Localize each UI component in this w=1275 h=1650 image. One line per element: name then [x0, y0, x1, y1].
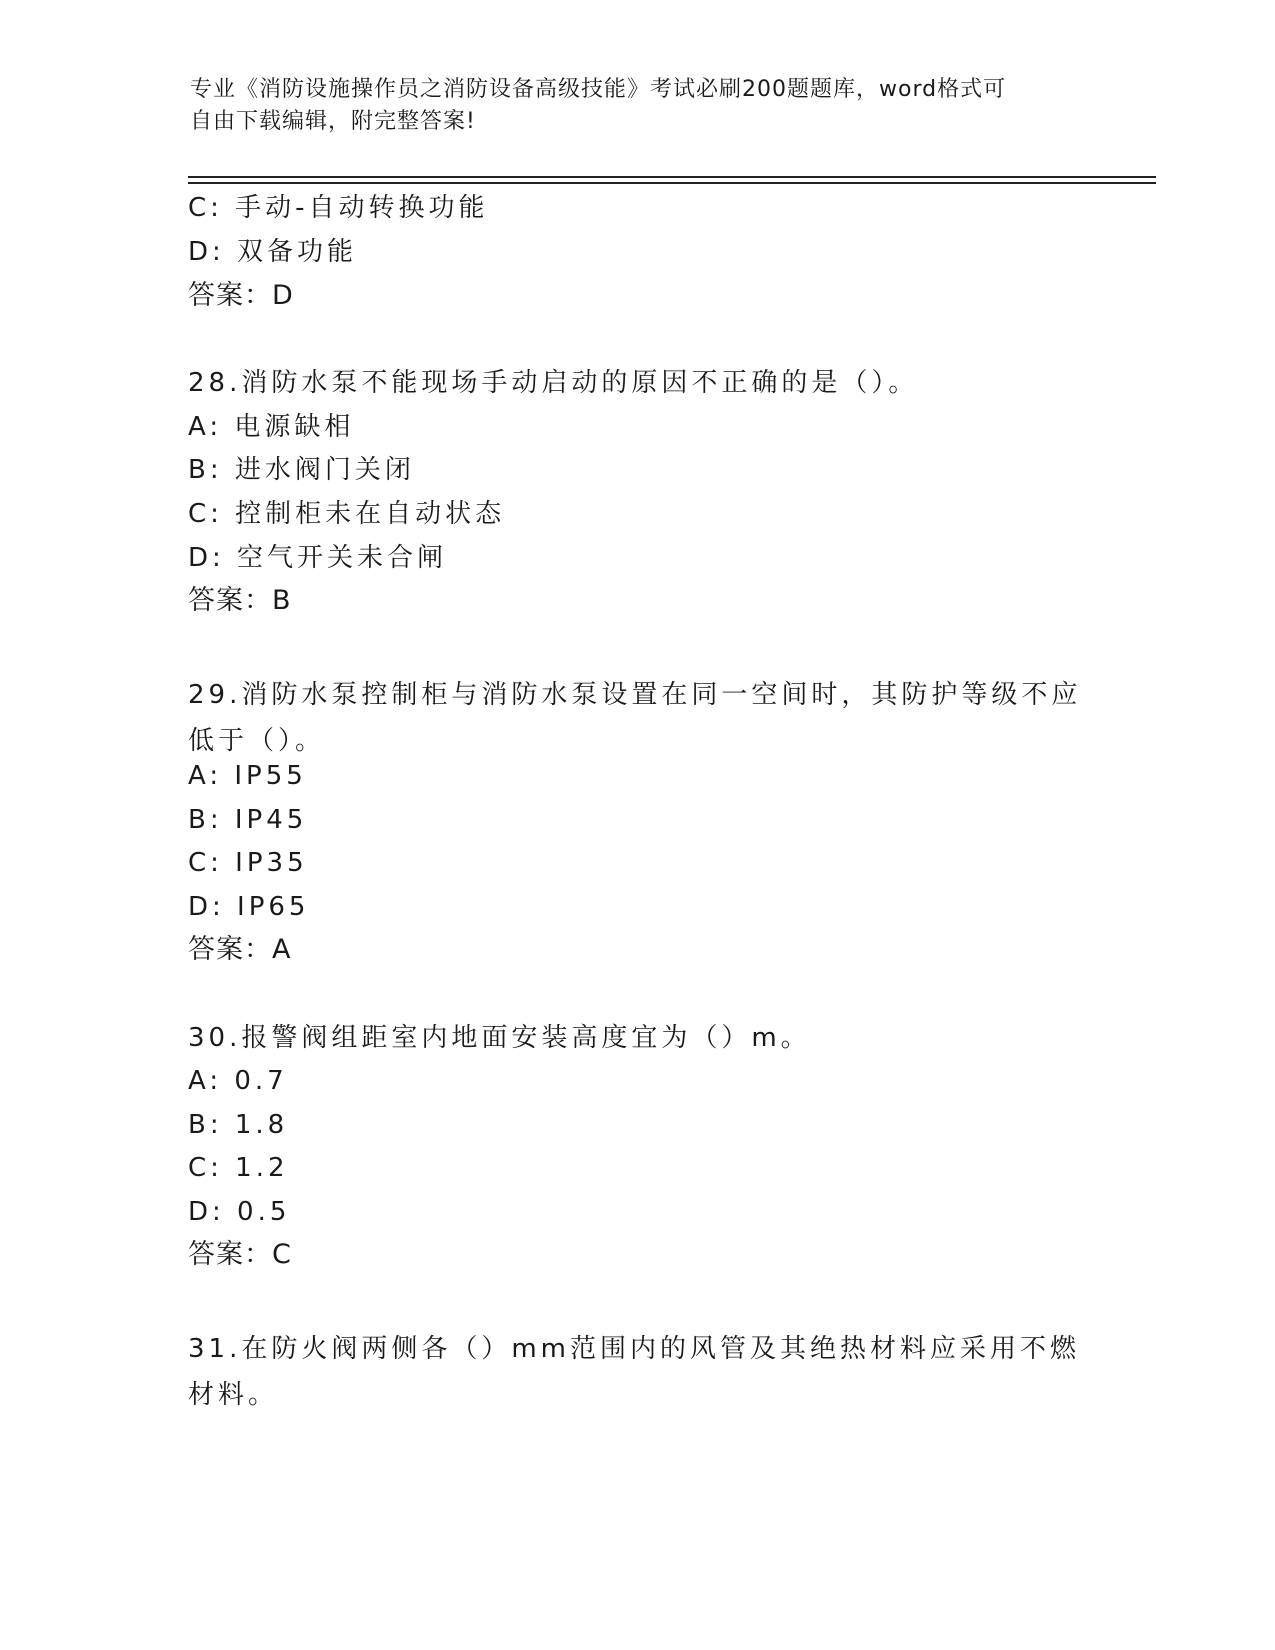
q31-question: 31.在防火阀两侧各（）mm范围内的风管及其绝热材料应采用不燃材料。	[188, 1334, 1081, 1410]
q27-answer: 答案：D	[188, 280, 294, 311]
q30-option-a: A: 0.7	[188, 1066, 288, 1096]
header-divider-bottom	[188, 182, 1156, 184]
header-line-2: 自由下载编辑，附完整答案!	[190, 109, 476, 134]
q28-question: 28.消防水泵不能现场手动启动的原因不正确的是（）。	[188, 368, 919, 398]
q30-question: 30.报警阀组距室内地面安装高度宜为（）m。	[188, 1023, 811, 1053]
q28-option-a: A: 电源缺相	[188, 412, 355, 442]
q29-answer: 答案：A	[188, 934, 292, 965]
q30-option-d: D: 0.5	[188, 1197, 291, 1227]
q29-option-d: D: IP65	[188, 892, 310, 922]
q28-option-d: D: 空气开关未合闸	[188, 543, 448, 573]
q30-option-b: B: 1.8	[188, 1110, 289, 1140]
q28-option-c: C: 控制柜未在自动状态	[188, 499, 506, 529]
q30-option-c: C: 1.2	[188, 1153, 289, 1183]
q29-question: 29.消防水泵控制柜与消防水泵设置在同一空间时，其防护等级不应低于（）。	[188, 680, 1082, 756]
q27-option-d: D: 双备功能	[188, 237, 358, 267]
q29-option-b: B: IP45	[188, 805, 308, 835]
q28-option-b: B: 进水阀门关闭	[188, 455, 415, 485]
q29-option-a: A: IP55	[188, 761, 307, 791]
q30-answer: 答案：C	[188, 1239, 292, 1270]
q27-option-c: C: 手动-自动转换功能	[188, 193, 489, 223]
header-divider-top	[188, 176, 1156, 178]
document-header	[190, 74, 1090, 138]
q29-option-c: C: IP35	[188, 848, 308, 878]
header-line-1: 专业《消防设施操作员之消防设备高级技能》考试必刷200题题库，word格式可	[190, 77, 1007, 102]
q28-answer: 答案：B	[188, 585, 292, 616]
